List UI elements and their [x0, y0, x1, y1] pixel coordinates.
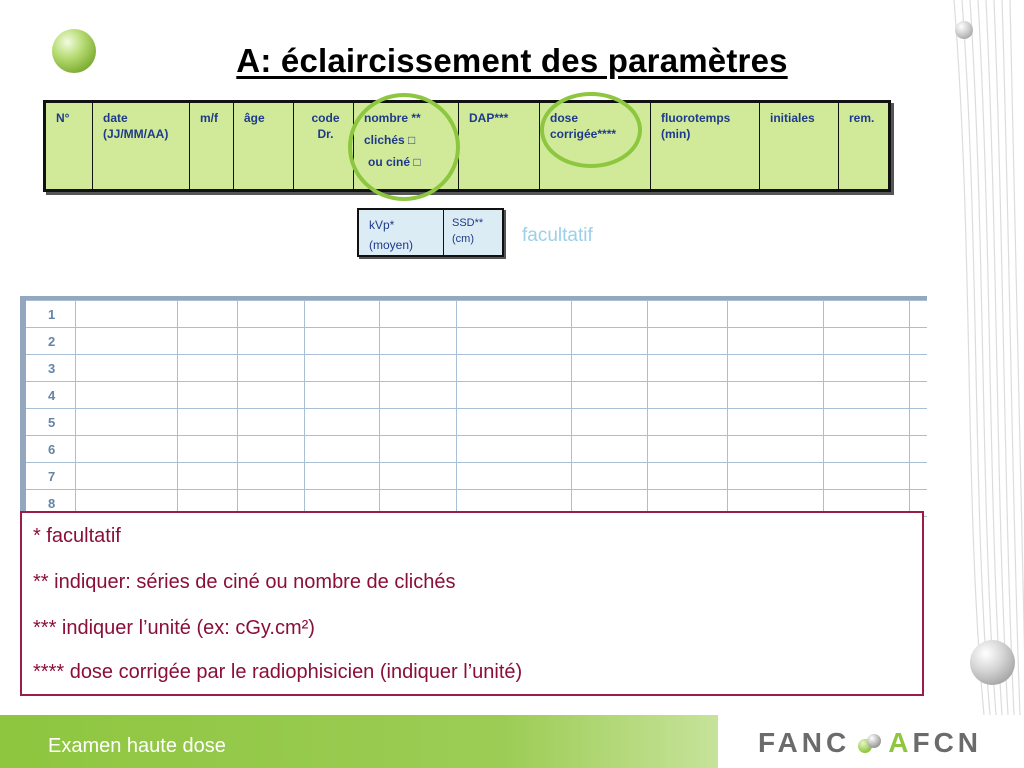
- table-cell: [572, 328, 648, 355]
- table-cell: [648, 436, 728, 463]
- table-cell: [648, 328, 728, 355]
- footer: [0, 715, 1024, 768]
- table-cell: [910, 463, 927, 490]
- row-number: 6: [24, 436, 76, 463]
- table-cell: [177, 328, 237, 355]
- table-row: [24, 409, 927, 436]
- table-cell: [572, 355, 648, 382]
- table-cell: [823, 301, 910, 328]
- table-cell: [823, 328, 910, 355]
- ssd-cell: SSD** (cm): [444, 209, 504, 256]
- table-cell: [457, 436, 572, 463]
- header-cell-dose: dose corrigée****: [540, 102, 651, 191]
- table-cell: [823, 436, 910, 463]
- notes-box: [20, 511, 924, 696]
- table-cell: [648, 409, 728, 436]
- table-cell: [910, 382, 927, 409]
- header-cell-date: date (JJ/MM/AA): [93, 102, 190, 191]
- table-cell: [177, 355, 237, 382]
- row-number: 7: [24, 463, 76, 490]
- table-cell: [237, 409, 304, 436]
- highlight-circle-count: [348, 93, 460, 201]
- optional-label: facultatif: [522, 225, 593, 246]
- table-cell: [304, 463, 380, 490]
- table-cell: [727, 301, 823, 328]
- table-row: [24, 301, 927, 328]
- table-cell: [648, 301, 728, 328]
- table-cell: [304, 301, 380, 328]
- footer-title: Examen haute dose: [48, 735, 226, 757]
- table-cell: [572, 382, 648, 409]
- table-cell: [572, 436, 648, 463]
- table-cell: [237, 463, 304, 490]
- table-cell: [237, 301, 304, 328]
- table-cell: [237, 328, 304, 355]
- table-cell: [380, 436, 457, 463]
- table-cell: [727, 463, 823, 490]
- header-cell-count: nombre ** clichés □ ou ciné □: [354, 102, 459, 191]
- fanc-afcn-logo: FANC A FCN: [758, 727, 983, 758]
- table-cell: [910, 409, 927, 436]
- entry-grid: [20, 296, 927, 520]
- table-cell: [76, 463, 177, 490]
- header-cell-age: âge: [234, 102, 294, 191]
- table-cell: [727, 436, 823, 463]
- row-number: 4: [24, 382, 76, 409]
- page-title: A: éclaircissement des paramètres: [236, 42, 788, 79]
- table-cell: [910, 328, 927, 355]
- optional-parameters-table: [357, 208, 504, 257]
- table-cell: [823, 382, 910, 409]
- table-cell: [727, 328, 823, 355]
- table-cell: [572, 409, 648, 436]
- table-row: [24, 382, 927, 409]
- table-cell: [177, 301, 237, 328]
- table-cell: [76, 436, 177, 463]
- table-row: [24, 436, 927, 463]
- table-cell: [76, 328, 177, 355]
- table-cell: [76, 409, 177, 436]
- table-cell: [304, 328, 380, 355]
- table-cell: [177, 409, 237, 436]
- row-number: 8: [24, 490, 76, 517]
- note-line: **** dose corrigée par le radiophisicien (indiquer l’unité): [33, 661, 523, 683]
- table-cell: [910, 436, 927, 463]
- table-cell: [572, 463, 648, 490]
- table-cell: [380, 409, 457, 436]
- row-number: 5: [24, 409, 76, 436]
- table-cell: [648, 463, 728, 490]
- table-cell: [457, 328, 572, 355]
- entry-grid-table: [22, 300, 927, 517]
- table-cell: [380, 301, 457, 328]
- row-number: 1: [24, 301, 76, 328]
- table-cell: [177, 436, 237, 463]
- footer-bar: [0, 715, 718, 768]
- header-cell-sex: m/f: [190, 102, 234, 191]
- table-cell: [457, 382, 572, 409]
- table-cell: [457, 301, 572, 328]
- note-line: * facultatif: [33, 525, 121, 547]
- header-cell-remarks: rem.: [839, 102, 890, 191]
- decorative-stripes: [944, 0, 1024, 715]
- grey-sphere-large-icon: [970, 640, 1015, 685]
- table-cell: [457, 355, 572, 382]
- grey-sphere-icon: [955, 21, 973, 39]
- table-cell: [910, 355, 927, 382]
- note-line: ** indiquer: séries de ciné ou nombre de clichés: [33, 571, 456, 593]
- table-cell: [823, 463, 910, 490]
- table-cell: [304, 355, 380, 382]
- table-cell: [177, 382, 237, 409]
- header-cell-number: N°: [45, 102, 93, 191]
- table-cell: [304, 436, 380, 463]
- logo-dots-icon: [854, 728, 884, 758]
- table-cell: [177, 463, 237, 490]
- row-number: 3: [24, 355, 76, 382]
- header-cell-initials: initiales: [760, 102, 839, 191]
- table-cell: [237, 355, 304, 382]
- table-cell: [380, 463, 457, 490]
- table-cell: [380, 355, 457, 382]
- table-row: [24, 355, 927, 382]
- table-cell: [237, 382, 304, 409]
- table-cell: [380, 328, 457, 355]
- table-row: [24, 463, 927, 490]
- table-cell: [727, 355, 823, 382]
- table-cell: [648, 382, 728, 409]
- table-cell: [457, 463, 572, 490]
- table-cell: [727, 409, 823, 436]
- header-cell-code: code Dr.: [294, 102, 354, 191]
- table-cell: [304, 409, 380, 436]
- table-cell: [76, 301, 177, 328]
- row-number: 2: [24, 328, 76, 355]
- table-row: [24, 328, 927, 355]
- table-cell: [237, 436, 304, 463]
- table-cell: [380, 382, 457, 409]
- header-cell-fluorotime: fluorotemps (min): [651, 102, 760, 191]
- kvp-cell: kVp* (moyen): [358, 209, 444, 256]
- table-cell: [572, 301, 648, 328]
- note-line: *** indiquer l’unité (ex: cGy.cm²): [33, 617, 315, 639]
- highlight-circle-dose: [540, 92, 642, 168]
- table-cell: [76, 355, 177, 382]
- table-cell: [727, 382, 823, 409]
- table-cell: [648, 355, 728, 382]
- table-cell: [76, 382, 177, 409]
- table-cell: [910, 301, 927, 328]
- table-cell: [823, 409, 910, 436]
- header-cell-dap: DAP***: [459, 102, 540, 191]
- table-cell: [457, 409, 572, 436]
- table-cell: [304, 382, 380, 409]
- table-cell: [823, 355, 910, 382]
- parameter-header-table: [43, 100, 891, 192]
